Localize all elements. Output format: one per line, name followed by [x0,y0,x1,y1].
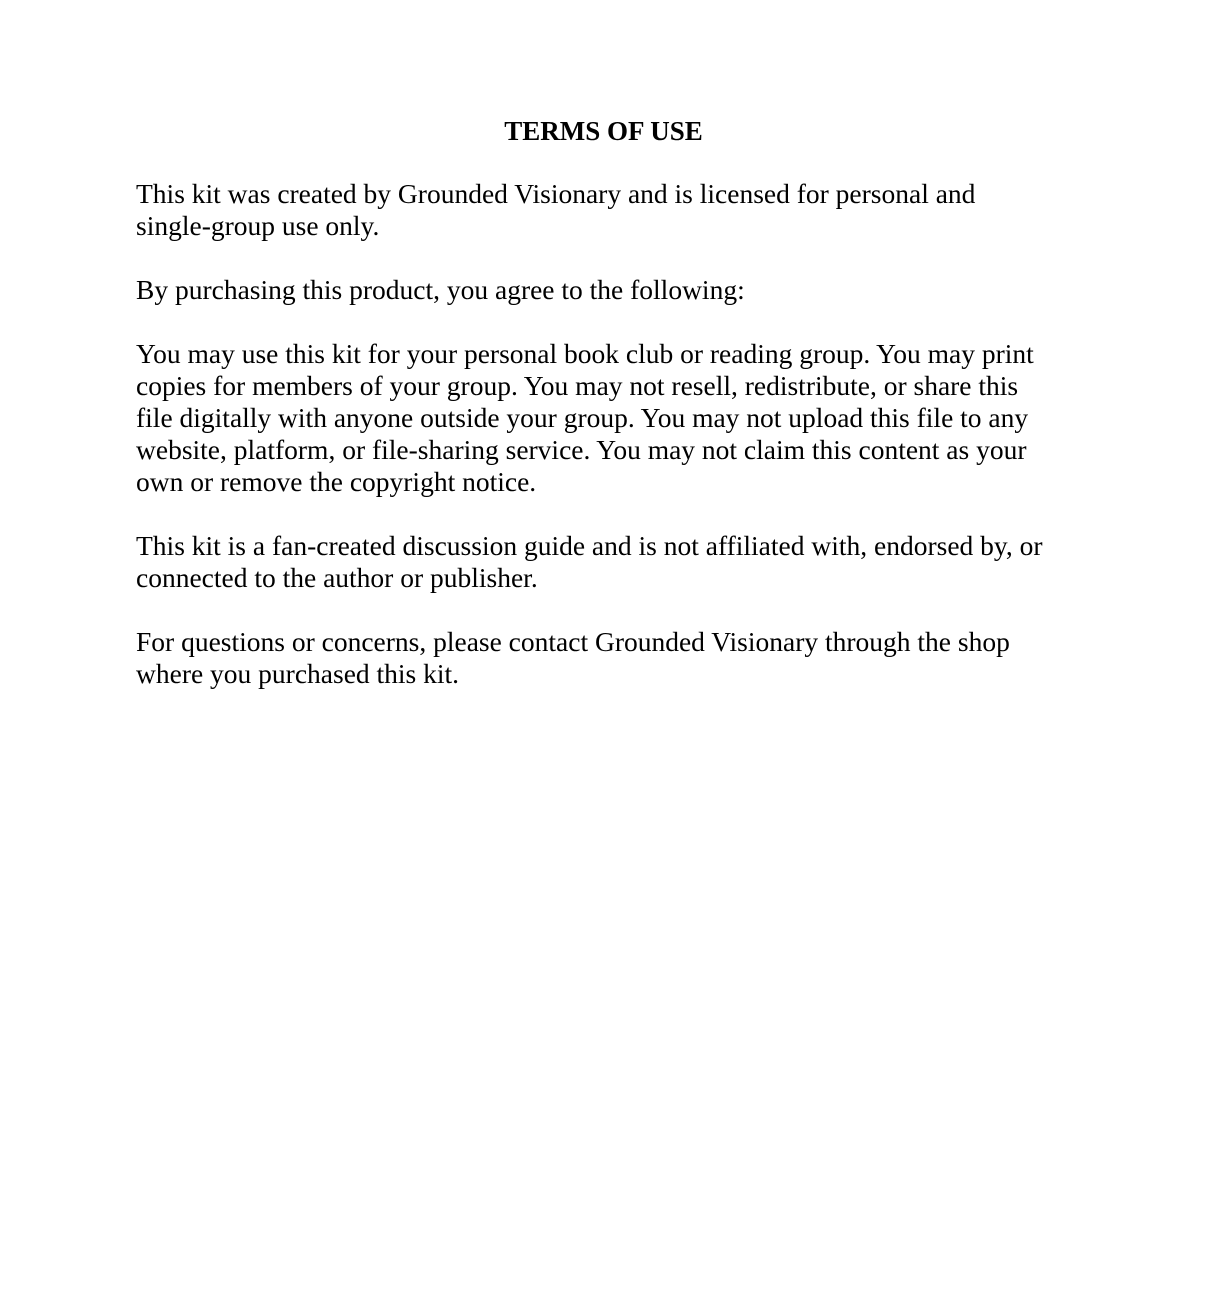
paragraph-license: This kit was created by Grounded Visionary and is licensed for personal and single-group use only. [136,178,976,241]
paragraph-contact: For questions or concerns, please contact Grounded Visionary through the shop where you purchased this kit. [136,626,1010,689]
document-body [136,112,1071,722]
page-title: TERMS OF USE [504,116,703,146]
paragraph-disclaimer: This kit is a fan-created discussion guide and is not affiliated with, endorsed by, or connected to the author or publisher. [136,530,1043,593]
paragraph-usage-terms: You may use this kit for your personal book club or reading group. You may print copies for members of your group. You may not resell, redistribute, or share this file digitally with anyone outside your group. You may not upload this file to any website, platform, or file-sharing service. You may not claim this content as your own or remove the copyright notice. [136,338,1034,497]
paragraph-agreement: By purchasing this product, you agree to the following: [136,274,745,305]
